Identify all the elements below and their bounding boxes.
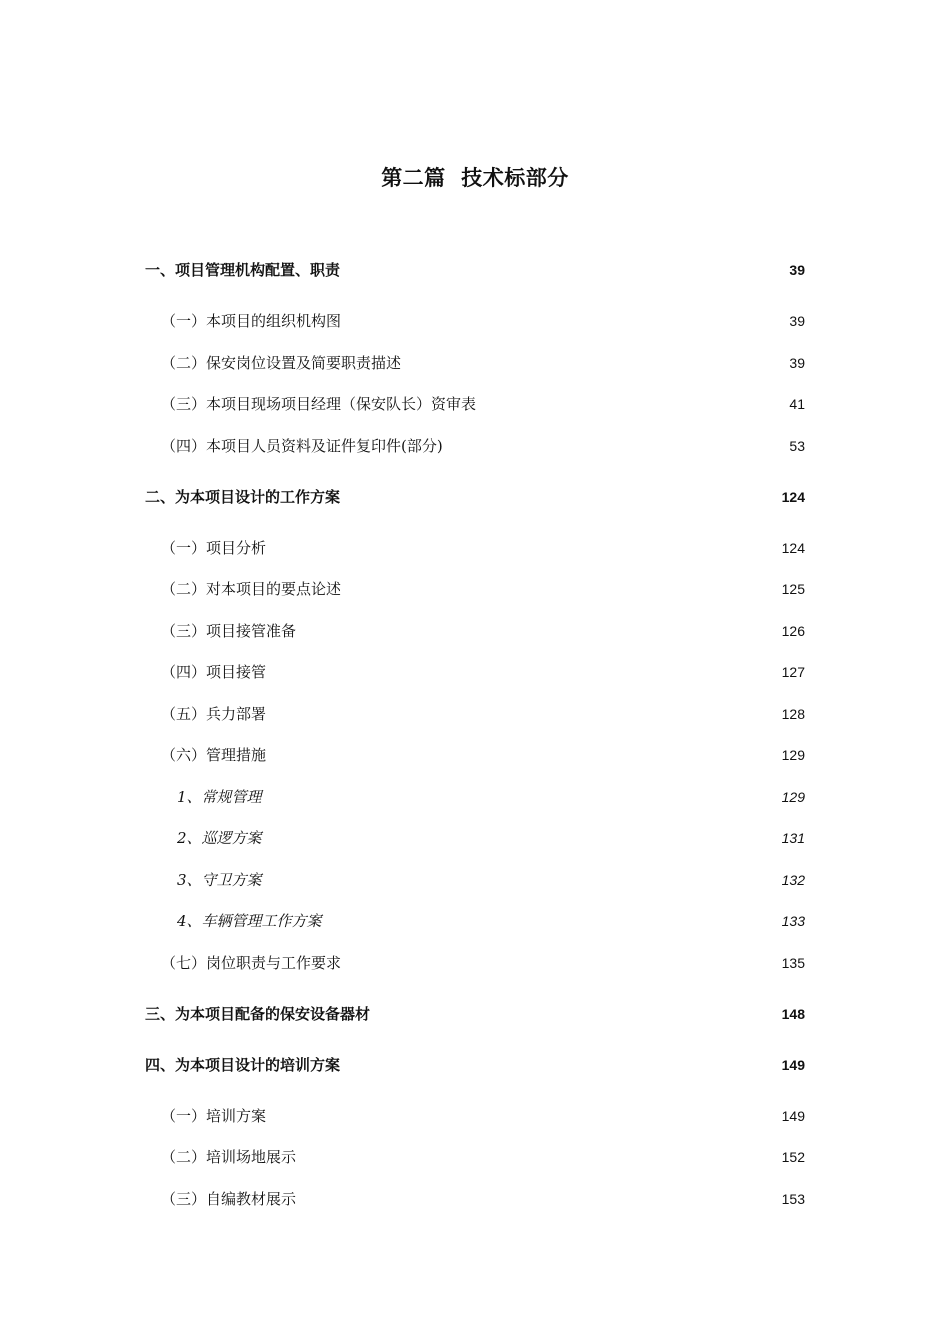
toc-subsection-entry[interactable] <box>0 619 950 643</box>
toc-entry-label: （一）培训方案 <box>161 1107 267 1125</box>
toc-subsection-entry[interactable] <box>0 434 950 458</box>
toc-entry-page: 127 <box>781 664 805 680</box>
toc-entry-label: （四）本项目人员资料及证件复印件(部分) <box>161 437 443 455</box>
toc-entry-page: 126 <box>781 623 805 639</box>
toc-entry-label: （三）项目接管准备 <box>161 622 297 640</box>
toc-subsection-entry[interactable] <box>0 951 950 975</box>
toc-entry-label: （四）项目接管 <box>161 663 267 681</box>
toc-entry-label: （六）管理措施 <box>161 746 267 764</box>
toc-entry-page: 39 <box>789 313 805 329</box>
toc-subsection-entry[interactable] <box>0 1187 950 1211</box>
toc-entry-page: 149 <box>781 1057 805 1073</box>
toc-entry-label: （二）对本项目的要点论述 <box>161 580 342 598</box>
toc-subsection-entry[interactable] <box>0 351 950 375</box>
toc-entry-page: 131 <box>781 830 805 846</box>
toc-entry-page: 148 <box>781 1006 805 1022</box>
toc-entry-label: 三、为本项目配备的保安设备器材 <box>145 1005 371 1023</box>
toc-entry-label: 4、车辆管理工作方案 <box>177 912 322 930</box>
toc-item-entry[interactable] <box>0 909 950 933</box>
toc-entry-page: 135 <box>781 955 805 971</box>
toc-entry-label: （二）培训场地展示 <box>161 1148 297 1166</box>
toc-section-entry[interactable] <box>0 485 950 509</box>
toc-section-entry[interactable] <box>0 258 950 282</box>
toc-entry-label: 3、守卫方案 <box>177 871 262 889</box>
toc-item-entry[interactable] <box>0 826 950 850</box>
toc-entry-page: 153 <box>781 1191 805 1207</box>
toc-entry-page: 129 <box>781 747 805 763</box>
toc-item-entry[interactable] <box>0 868 950 892</box>
toc-entry-label: （一）项目分析 <box>161 539 267 557</box>
toc-entry-label: 一、项目管理机构配置、职责 <box>145 261 341 279</box>
toc-subsection-entry[interactable] <box>0 392 950 416</box>
toc-section-entry[interactable] <box>0 1053 950 1077</box>
toc-entry-page: 41 <box>789 396 805 412</box>
toc-subsection-entry[interactable] <box>0 1145 950 1169</box>
toc-entry-label: （三）自编教材展示 <box>161 1190 297 1208</box>
toc-entry-page: 39 <box>789 355 805 371</box>
toc-entry-page: 133 <box>781 913 805 929</box>
toc-subsection-entry[interactable] <box>0 536 950 560</box>
toc-entry-page: 124 <box>781 489 805 505</box>
toc-entry-page: 39 <box>789 262 805 278</box>
toc-subsection-entry[interactable] <box>0 577 950 601</box>
toc-subsection-entry[interactable] <box>0 660 950 684</box>
toc-entry-page: 128 <box>781 706 805 722</box>
toc-section-entry[interactable] <box>0 1002 950 1026</box>
toc-entry-label: （一）本项目的组织机构图 <box>161 312 342 330</box>
toc-item-entry[interactable] <box>0 785 950 809</box>
toc-entry-label: （七）岗位职责与工作要求 <box>161 954 342 972</box>
toc-entry-page: 125 <box>781 581 805 597</box>
toc-entry-label: 1、常规管理 <box>177 788 262 806</box>
toc-entry-label: （三）本项目现场项目经理（保安队长）资审表 <box>161 395 477 413</box>
toc-entry-page: 149 <box>781 1108 805 1124</box>
toc-entry-label: （二）保安岗位设置及简要职责描述 <box>161 354 402 372</box>
toc-entry-page: 124 <box>781 540 805 556</box>
page-title: 第二篇 技术标部分 <box>381 166 569 190</box>
toc-entry-page: 132 <box>781 872 805 888</box>
toc-entry-label: （五）兵力部署 <box>161 705 267 723</box>
toc-entry-page: 152 <box>781 1149 805 1165</box>
toc-subsection-entry[interactable] <box>0 702 950 726</box>
toc-subsection-entry[interactable] <box>0 309 950 333</box>
toc-entry-page: 53 <box>789 438 805 454</box>
toc-subsection-entry[interactable] <box>0 743 950 767</box>
toc-subsection-entry[interactable] <box>0 1104 950 1128</box>
toc-entry-label: 四、为本项目设计的培训方案 <box>145 1056 341 1074</box>
toc-entry-label: 2、巡逻方案 <box>177 829 262 847</box>
toc-entry-page: 129 <box>781 789 805 805</box>
toc-entry-label: 二、为本项目设计的工作方案 <box>145 488 341 506</box>
